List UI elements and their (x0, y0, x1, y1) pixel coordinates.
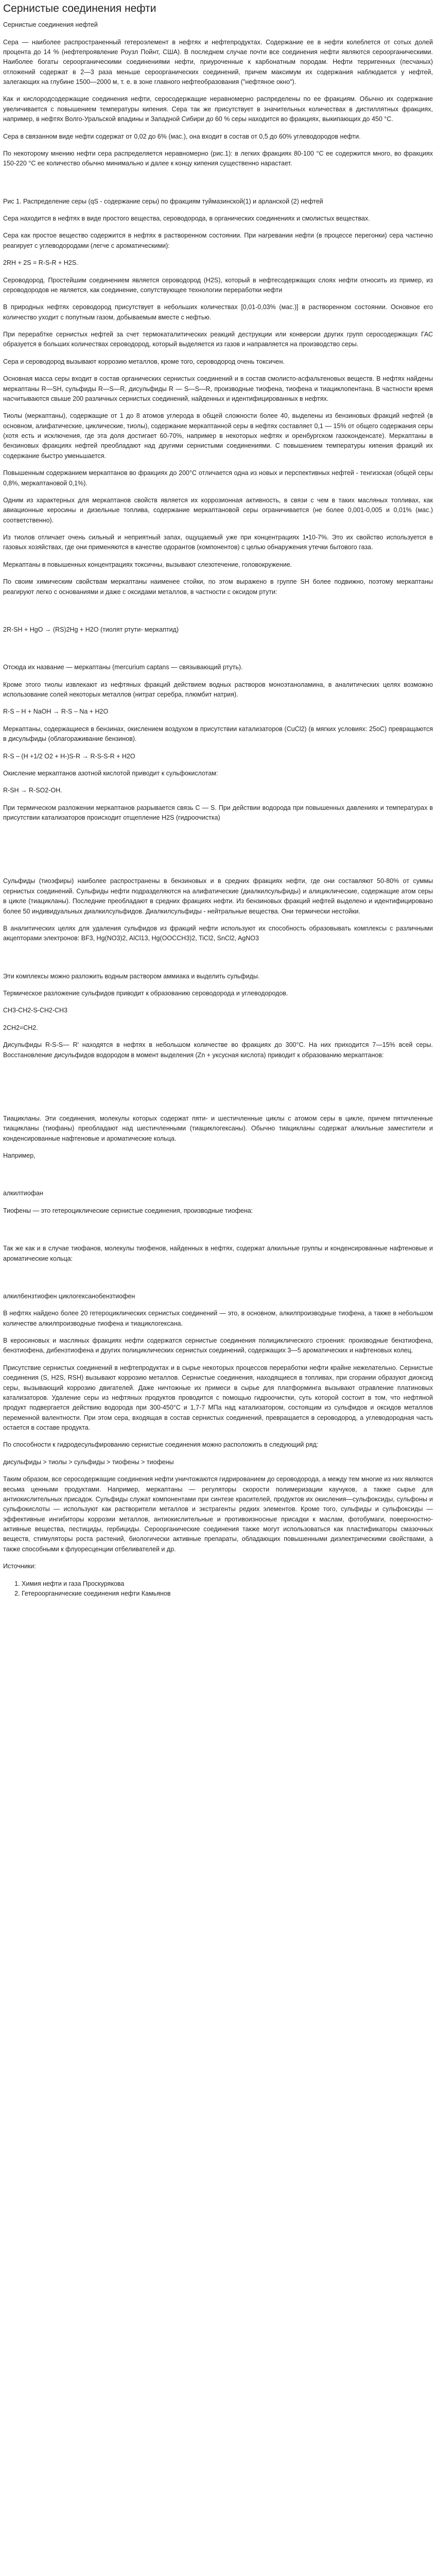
structure-placeholder-8 (3, 1271, 433, 1292)
paragraph-distribution: По некоторому мнению нефти сера распределяется неравномерно (рис.1): в легких фракциях 80-100 °С ее содержится много, во фракциях 150-220 °С ее количество обычно минимально и далее к концу кипения существенно нарастает. (3, 149, 433, 167)
structure-placeholder-6 (3, 1168, 433, 1189)
paragraph-bound-sulfur: Сера в связанном виде нефти содержат от 0,02 до 6% (мас.), она входит в состав от 0,5 до 60% углеводородов нефти. (3, 132, 361, 140)
paragraph-processing: При перерабтке сернистых нефтей за счет термокаталитических реакций деструкции или конверсии других групп серосодержащих ГАС образуется в больших количествах сероводород, который выделяется из газов и направляется на производство серы. (3, 331, 433, 348)
paragraph-decompose: Эти комплексы можно разложить водным раствором аммиака и выделить сульфиды. (3, 972, 260, 980)
formula-ethylene: 2CH2=CH2. (3, 1024, 38, 1031)
paragraph-toxic: Меркаптаны в повышенных концентрациях токсичны, вызывают слезотечение, головокружение. (3, 561, 292, 568)
paragraph-intro: Сера — наиболее распространенный гетероэлемент в нефтях и нефтепродуктах. Содержание ее в нефти колеблется от сотых долей процента до 14 % (нефтепроявление Роузл Пойнт, США). В последнем случае почти все соединения нефти являются сероорганическими. Наиболее богаты сероорганическими соединениями нефти, приуроченные к карбонатным породам. Нефти терригенных (песчаных) отложений содержат в 2—3 раза меньше сероорганических соединений, причем максимум их содержания наблюдается у нефтей, залегающих на глубине 1500—2000 м, т. е. в зоне главного нефтеобразования ("нефтяное окно"). (3, 38, 433, 86)
paragraph-extraction: Кроме этого тиолы извлекают из нефтяных фракций действием водных растворов моноэтаноламина, в аналитических целях возможно использование солей некоторых металлов (нитрат серебра, плюмбит натрия). (3, 681, 433, 699)
structure-placeholder-4 (3, 951, 433, 972)
paragraph-h2s: Сероводород. Простейшим соединением является сероводород (H2S), который в нефтесодержащих слоях нефти относить из пример, из сероводородов не является, как соединение, сопутствующее технологии переработки нефти (3, 276, 433, 294)
example-label: Например, (3, 1152, 36, 1160)
source-item: 1. Химия нефти и газа Проскурякова (22, 1579, 433, 1589)
sources-heading: Источники: (3, 1563, 36, 1570)
paragraph-conclusion: Таким образом, все серосодержащие соединения нефти уничтожаются гидрированием до сероводорода, а между тем многие из них являются весьма ценными продуктами. Например, меркаптаны — регуляторы скорости полимеризации каучуков, а также сырье для антиокислительных присадок. Сульфиды служат компонентами при синтезе красителей, продуктов их окисления—сульфоксиды, сульфоны и сульфокислоты — используют как растворители металлов и экстрагенты редких элементов. Кроме того, сульфиды и сульфоксиды — эффективные ингибиторы коррозии металлов, антиокислительные и противоизносные присадки к маслам, фотобумаги, поверхностно-активные вещества, пестициды, гербициды. Сероорганические соединения также могут использоваться как пластификаторы смазочных веществ, стимуляторы роста растений, биологически активные препараты, обладающих повышенными диэлектрическими свойствами, а также способными к флуоресценции отбеливателей и др. (3, 1476, 433, 1553)
paragraph-thermal: При термическом разложении меркаптанов разрывается связь С — S. При действии водорода при повышенных давлениях и температурах в присутствии катализаторов происходит отщепление H2S (гидроочистка) (3, 804, 433, 822)
paragraph-order: По способности к гидродесульфированию сернистые соединения можно расположить в следующий ряд: (3, 1441, 319, 1449)
equation-naoh: R-S – H + NaOH → R-S – Na + H2O (3, 708, 109, 716)
paragraph-hydrotreating: Присутствие сернистых соединений в нефтепродуктах и в сырье некоторых процессов переработки нефти крайне нежелательно. Сернистые соединения (S, H2S, RSH) вызывают коррозию металлов. Сернистые соединения, находящиеся в топливах, при сгорании образуют диоксид серы, вызывающий коррозию двигателей. Даже ничтожные их примеси в сырье для платформинга вызывают отравление платиновых катализаторов. Удаление серы из нефтяных продуктов проводится с помощью гидроочистки, суть которой состоит в том, что нефтяной продукт подвергается действию водорода при 300-450°С и 1,7-7 МПа над катализатором, состоящим из сульфидов и оксидов металлов переменной валентности. При этом сера, входящая в состав сернистых соединений, превращается в сероводород, а углеводородная часть остается в составе продукта. (3, 1364, 433, 1432)
paragraph-forms: Сера находится в нефтях в виде простого вещества, сероводорода, в органических соединениях и смолистых веществах. (3, 215, 370, 223)
structure-placeholder-5 (3, 1067, 433, 1114)
paragraph-thiophenes: Тиофены — это гетероциклические сернистые соединения, производные тиофена: (3, 1207, 253, 1214)
subtitle: Сернистые соединения нефтей (3, 21, 98, 29)
paragraph-odor: Из тиолов отличает очень сильный и неприятный запах, ощущаемый уже при концентрациях 1•10-7%. Это их свойство используется в газовых хозяйствах, где они применяются в качестве одорантов (компонентов) с целью обнаружения утечки бытового газа. (3, 534, 433, 551)
paragraph-organic: Основная масса серы входит в состав органических сернистых соединений и в состав смолисто-асфальтеновых веществ. В нефтях найдены меркаптаны R—SH, сульфиды R—S—R, дисульфиды R — S—S—R, производные тиофена, тиофена и тиациклопентана. В частности время насчитываются свыше 200 различных сернистых соединений, найденных и идентифицированных в нефтях. (3, 375, 433, 402)
formula-diethylsulfide: CH3-CH2-S-CH2-CH3 (3, 1007, 68, 1014)
equation-sulfur: 2RH + 2S = R-S-R + H2S. (3, 259, 78, 267)
paragraph-nitric: Окисление меркаптанов азотной кислотой приводит к сульфокислотам: (3, 769, 218, 777)
paragraph-complexes: В аналитических целях для удаления сульфидов из фракций нефти используют их способность образовывать комплексы с различными акцепторами электронов: BF3, Hg(NO3)2, AlCl13, Hg(OOCCH3)2, TiCl2, SnCl2, AgNO3 (3, 924, 433, 942)
structure-placeholder-7 (3, 1223, 433, 1244)
paragraph-h2s-content: В природных нефтях сероводород присутствует в небольших количествах [0,01-0,03% (мас.)] в растворенном состоянии. Основное его количество уходит с попутным газом, добываемым вместе с нефтью. (3, 303, 433, 321)
paragraph-free-sulfur: Сера как простое вещество содержится в нефтях в растворенном состоянии. При нагревании нефти (в процессе перегонки) сера частично реагирует с углеводородами (легче с ароматическими): (3, 232, 433, 249)
caption-benzthiophenes: алкилбензтиофен циклогексанобензтиофен (3, 1292, 135, 1300)
caption-alkylthiophane: алкилтиофан (3, 1190, 43, 1197)
paragraph-tengiz: Повышенным содержанием меркаптанов во фракциях до 200°С отличается одна из новых и перспективных нефтей - тенгизская (общей серы 0,8%, меркаптановой 0,1%). (3, 469, 433, 487)
equation-mercury: 2R-SH + HgO → (RS)2Hg + H2O (тиолят ртути- меркаптид) (3, 625, 179, 633)
equation-sulfonic: R-SH → R-SO2-OH. (3, 787, 62, 794)
equation-disulfide: R-S – (H +1/2 O2 + H-)S-R → R-S-S-R + H2O (3, 752, 135, 760)
paragraph-oxidation: Меркаптаны, содержащиеся в бензинах, окислением воздухом в присутствии катализаторов (CuCl2) (в мягких условиях: 25оС) превращаются в дисульфиды (облагораживание бензинов). (3, 725, 433, 743)
paragraph-thiacyclanes: Тиацикланы. Эти соединения, молекулы которых содержат пяти- и шестичленные циклы с атомом серы в цикле, причем пятичленные тиацикланы (тиофаны) преобладают над шестичленными (тиациклогексаны). Обычно тиацикланы содержат алкильные заместители и конденсированные нафтеновые и ароматические кольца. (3, 1114, 433, 1142)
figure-placeholder (3, 176, 433, 197)
paragraph-heterocyclic: В нефтях найдено более 20 гетероциклических сернистых соединений — это, в основном, алкилпроизводные тиофена, а также в небольшом количестве алкилпроизводные тиофена и тиациклогексана. (3, 1310, 433, 1327)
page-title: Сернистые соединения нефти (3, 3, 156, 14)
paragraph-thiophene-groups: Так же как и в случае тиофанов, молекулы тиофенов, найденных в нефтях, содержат алкильные группы и конденсированные нафтеновые и ароматические кольца: (3, 1245, 433, 1262)
paragraph-sulfides: Сульфиды (тиоэфиры) наиболее распространены в бензиновых и в средних фракциях нефти, где они составляют 50-80% от суммы сернистых соединений. Сульфиды нефти подразделяются на алифатические (диалкилсульфиды) и алициклические, содержащие атом серы в цикле (тиацикланы). Последние преобладают в средних фракциях нефти. Из бензиновых фракций нефтей выделено и идентифицировано более 50 индивидуальных диалкилсульфидов. Диалкилсульфиды - нейтральные вещества. Они термически нестойки. (3, 877, 433, 915)
structure-placeholder-1 (3, 604, 433, 625)
paragraph-disulfides: Дисульфиды R-S-S— R' находятся в нефтях в небольшом количестве во фракциях до 300°С. На них приходится 7—15% всей серы. Восстановление дисульфидов водородом в момент выделения (Zn + уксусная кислота) приводит к образованию меркаптанов: (3, 1041, 433, 1059)
structure-placeholder-3 (3, 830, 433, 876)
series-order: дисульфиды > тиолы > сульфиды > тиофены > тиофены (3, 1458, 174, 1466)
paragraph-name-origin: Отсюда их название — меркаптаны (mercurium captans — связывающий ртуть). (3, 664, 243, 671)
figure-caption: Рис 1. Распределение серы (qS - содержание серы) по фракциям туймазинской(1) и арланской (2) нефтей (3, 197, 323, 205)
paragraph-chemistry: По своим химическим свойствам меркаптаны наименее стойки, по этом выражено в группе SH более подвижно, поэтому меркаптаны реагируют легко с основаниями и даже с оксидами металлов, в частности с оксидом ртути: (3, 578, 433, 596)
paragraph-polycyclic: В керосиновых и масляных фракциях нефти содержатся сернистые соединения полициклического строения: производные бензтиофена, бензтиофена, дибензтиофена и других полициклических сернистых соединений, содержащих 3—5 ароматических и нафтеновых колец. (3, 1337, 433, 1354)
paragraph-corrosion: Сера и сероводород вызывают коррозию металлов, кроме того, сероводород очень токсичен. (3, 358, 285, 365)
paragraph-fractions: Как и кислородсодержащие соединения нефти, серосодержащие неравномерно распределены по ее фракциям. Обычно их содержание увеличивается с повышением температуры кипения. Сера так же присутствует в значительных количествах в дистиллятных фракциях, например, в нефтях Волго-Уральской впадины и Западной Сибири до 60 % серы находится во фракциях, выкипающих до 450 °С. (3, 95, 433, 123)
source-item: 2. Гетероорганические соединения нефти Камьянов (22, 1589, 433, 1599)
sources-list (12, 1579, 433, 1599)
paragraph-mercaptan-corrosion: Одним из характерных для меркаптанов свойств является их коррозионная активность, в связи с чем в таких масляных топливах, как авиационные керосины и дизельные топлива, содержание меркаптановой серы ограничивается (не более 0,001-0,005 и 0,01% (мас.) соответственно). (3, 496, 433, 524)
paragraph-thermal-sulfides: Термическое разложение сульфидов приводит к образованию сероводорода и углеводородов. (3, 990, 288, 997)
paragraph-thiols: Тиолы (меркаптаны), содержащие от 1 до 8 атомов углерода в общей сложности более 40, выделены из бензиновых фракций нефтей (в основном, алифатические, циклические, тиолы), содержание меркаптанной серы в нефтях составляет 0,1 — 15% от общего содержания серы (хотя есть и исключения, где эта доля достигает 60-70%, например в некоторых нефтях и оренбургском газоконденсате). Меркаптаны в бензиновых фракциях нефтей преобладают над другими сернистыми соединениями. С повышением температуры кипения фракций их содержание быстро уменьшается. (3, 412, 433, 460)
structure-placeholder-2 (3, 642, 433, 663)
